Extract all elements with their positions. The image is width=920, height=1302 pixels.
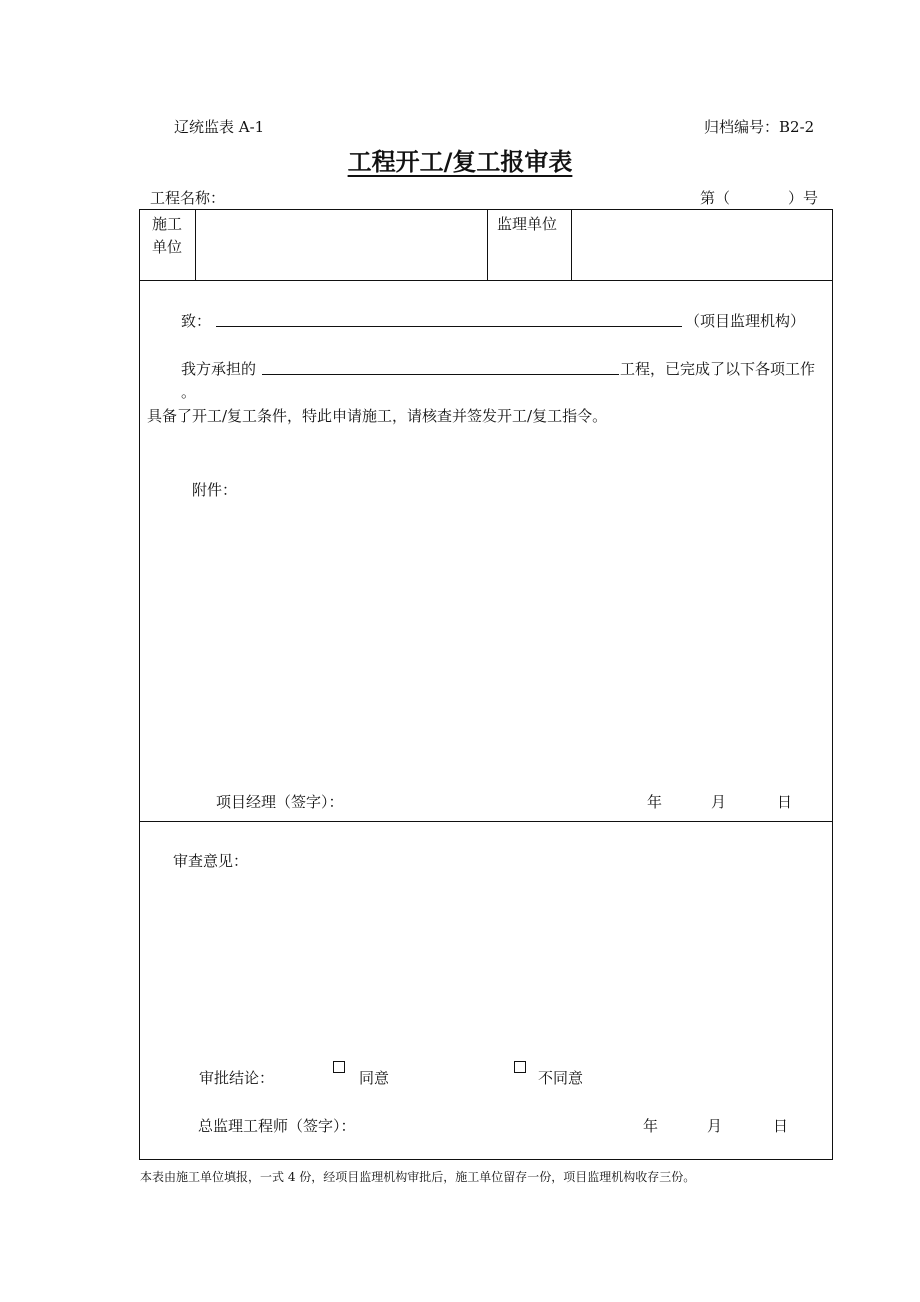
attachment-label: 附件：	[192, 481, 238, 499]
form-table	[139, 209, 833, 1160]
serial-suffix: ）号	[788, 189, 819, 207]
archive-number: 归档编号：B2-2	[704, 118, 815, 136]
project-field[interactable]	[262, 374, 619, 375]
construction-unit-field[interactable]	[198, 212, 484, 278]
project-name-label: 工程名称：	[150, 189, 226, 207]
body-prefix: 我方承担的	[181, 360, 257, 378]
to-label: 致：	[181, 312, 212, 330]
footnote: 本表由施工单位填报，一式 4 份，经项目监理机构审批后，施工单位留存一份，项目监理机构收存三份。	[140, 1170, 696, 1184]
conclusion-label: 审批结论：	[199, 1069, 275, 1087]
construction-unit-label: 施工	[152, 215, 183, 233]
to-field[interactable]	[216, 326, 682, 327]
construction-unit-label-2: 单位	[152, 238, 183, 256]
pm-signature-label: 项目经理（签字）：	[216, 793, 344, 811]
column-divider	[571, 209, 572, 280]
row-divider	[139, 280, 833, 281]
supervision-unit-label: 监理单位	[497, 215, 558, 233]
row-divider	[139, 821, 833, 822]
serial-prefix: 第（	[700, 189, 731, 207]
review-opinion-label: 审查意见：	[173, 852, 249, 870]
agree-checkbox[interactable]	[333, 1061, 345, 1073]
pm-month: 月	[711, 793, 727, 811]
body-line-2: 具备了开工/复工条件，特此申请施工，请核查并签发开工/复工指令。	[147, 407, 608, 425]
body-suffix: 工程，已完成了以下各项工作	[620, 360, 816, 378]
chief-year: 年	[643, 1117, 659, 1135]
to-suffix: （项目监理机构）	[685, 312, 806, 330]
body-dot: 。	[181, 383, 197, 401]
column-divider	[195, 209, 196, 280]
pm-day: 日	[777, 793, 793, 811]
disagree-checkbox[interactable]	[514, 1061, 526, 1073]
form-code: 辽统监表 A-1	[174, 118, 265, 136]
agree-label: 同意	[359, 1069, 390, 1087]
chief-month: 月	[707, 1117, 723, 1135]
supervision-unit-field[interactable]	[574, 212, 830, 278]
chief-day: 日	[773, 1117, 789, 1135]
disagree-label: 不同意	[538, 1069, 584, 1087]
column-divider	[487, 209, 488, 280]
page-title: 工程开工/复工报审表	[347, 148, 573, 176]
chief-signature-label: 总监理工程师（签字）：	[198, 1117, 356, 1135]
pm-year: 年	[647, 793, 663, 811]
